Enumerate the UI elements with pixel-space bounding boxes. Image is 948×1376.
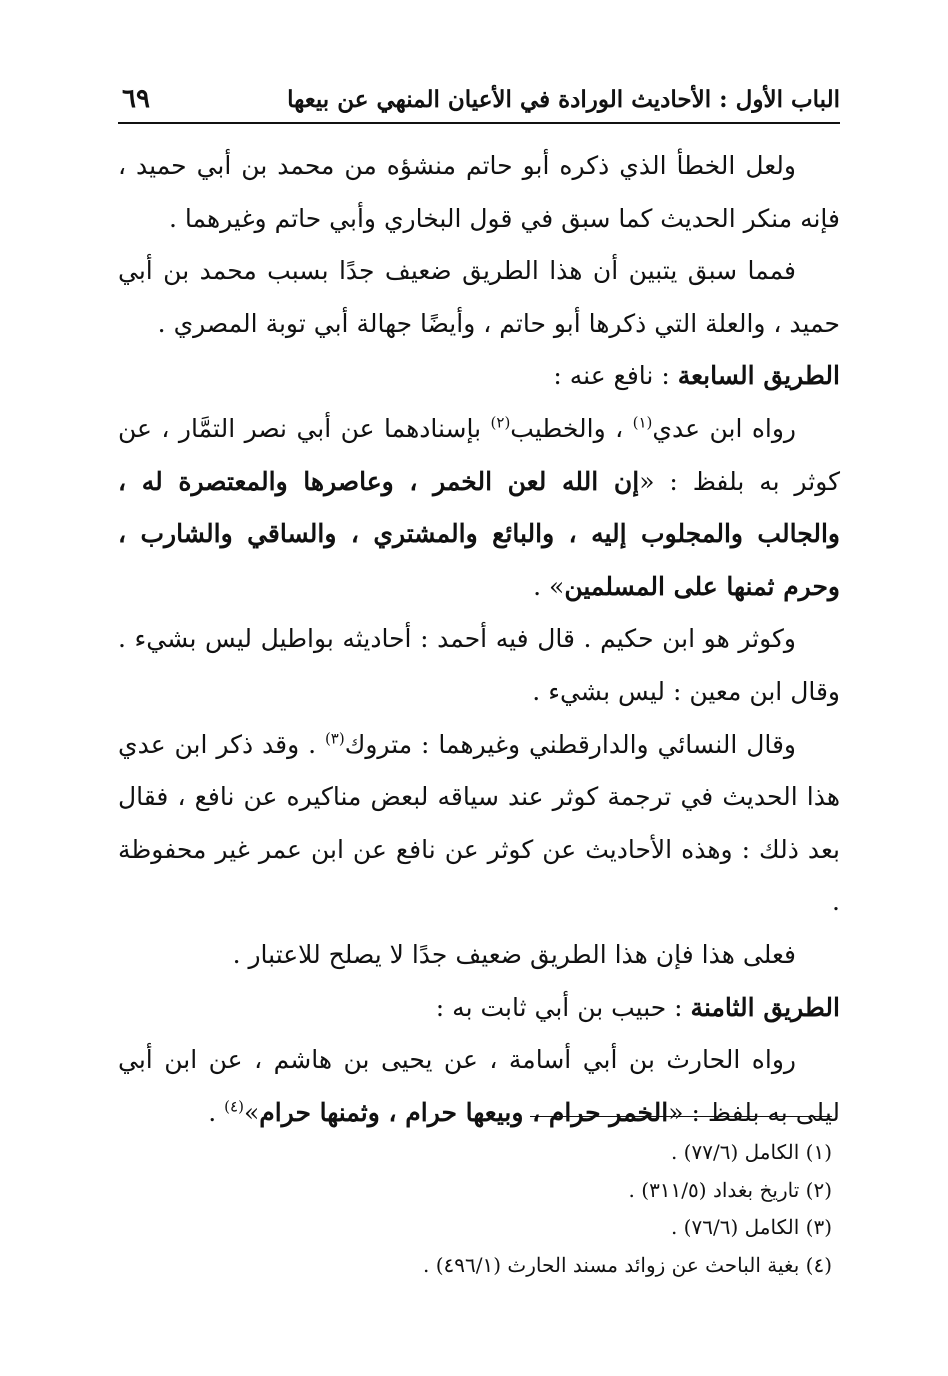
paragraph-6: فعلى هذا فإن هذا الطريق ضعيف جدًا لا يصلح للاعتبار .	[232, 939, 796, 969]
chapter-title: الباب الأول : الأحاديث الورادة في الأعيان المنهي عن بيعها	[287, 86, 840, 113]
footnote-2: (٢) تاريخ بغداد (٣١١/٥) .	[628, 1177, 832, 1202]
footnote-3: (٣) الكامل (٧٦/٦) .	[670, 1215, 832, 1239]
footnote-divider	[530, 1116, 832, 1117]
paragraph-7-part-a: رواه الحارث بن أبي أسامة ، عن يحيى بن هاشم ، عن ابن أبي ليلى به بلفظ : «	[118, 1045, 840, 1127]
paragraph-5-part-b: . وقد ذكر ابن عدي هذا الحديث في ترجمة كوثر عند سياقه لبعض مناكيره عن نافع ، فقال بعد ذلك : وهذه الأحاديث عن كوثر عن نافع عن ابن عمر غير محفوظة .	[118, 729, 840, 917]
footnote-ref-2[interactable]: (٢)	[490, 413, 511, 432]
paragraph-7-end: .	[208, 1097, 225, 1127]
running-header	[118, 80, 840, 124]
section-heading-8	[118, 982, 840, 1035]
paragraph-3-part-a: رواه ابن عدي	[652, 413, 797, 443]
paragraph-4: وكوثر هو ابن حكيم . قال فيه أحمد : أحاديثه بواطيل ليس بشيء . وقال ابن معين : ليس بشيء .	[118, 624, 840, 706]
hadith-quote-1: إن الله لعن الخمر ، وعاصرها والمعتصرة له ، والجالب والمجلوب إليه ، والبائع والمشتري ، والساقي والشارب ، وحرم ثمنها على المسلمين	[118, 466, 840, 601]
paragraph-1-line-1: ولعل الخطأ الذي ذكره أبو حاتم منشؤه من محمد بن أبي حميد ،	[118, 151, 796, 180]
footnote-ref-1[interactable]: (١)	[632, 413, 653, 432]
paragraph-5	[118, 719, 840, 929]
paragraph-3-part-c: بإسنادهما عن أبي نصر التمَّار ، عن كوثر به بلفظ : «	[118, 413, 841, 496]
paragraph-3-part-b: ، والخطيب	[510, 413, 633, 443]
footnotes	[200, 1134, 832, 1284]
paragraph-1-line-2: فإنه منكر الحديث كما سبق في قول البخاري وأبي حاتم وغيرهما .	[168, 203, 840, 233]
paragraph-3	[118, 403, 840, 613]
section-heading-7	[118, 350, 840, 403]
section-heading-8-text: : حبيب بن أبي ثابت به :	[435, 992, 691, 1022]
footnote-4: (٤) بغية الباحث عن زوائد مسند الحارث (٤٩٦/١) .	[423, 1252, 832, 1277]
paragraph-1	[118, 140, 840, 245]
page-number: ٦٩	[122, 84, 150, 114]
section-heading-7-label: الطريق السابعة	[677, 361, 840, 391]
footnote-ref-4[interactable]: (٤)	[224, 1097, 244, 1116]
paragraph-5-part-a: وقال النسائي والدارقطني وغيرهما : متروك	[344, 729, 796, 759]
paragraph-2: فمما سبق يتبين أن هذا الطريق ضعيف جدًا بسبب محمد بن أبي حميد ، والعلة التي ذكرها أبو حاتم ، وأيضًا جهالة أبي توبة المصري .	[118, 256, 840, 338]
footnote-ref-3[interactable]: (٣)	[324, 729, 345, 748]
main-text	[118, 140, 840, 1139]
hadith-quote-2: الخمر حرام ، وبيعها حرام ، وثمنها حرام	[259, 1097, 669, 1127]
section-heading-8-label: الطريق الثامنة	[690, 992, 840, 1022]
paragraph-7	[118, 1034, 840, 1139]
paragraph-7-part-b: »	[243, 1097, 260, 1127]
section-heading-7-text: : نافع عنه :	[553, 361, 678, 391]
footnote-1: (١) الكامل (٧٧/٦) .	[670, 1140, 832, 1164]
paragraph-3-end: » .	[533, 571, 565, 601]
